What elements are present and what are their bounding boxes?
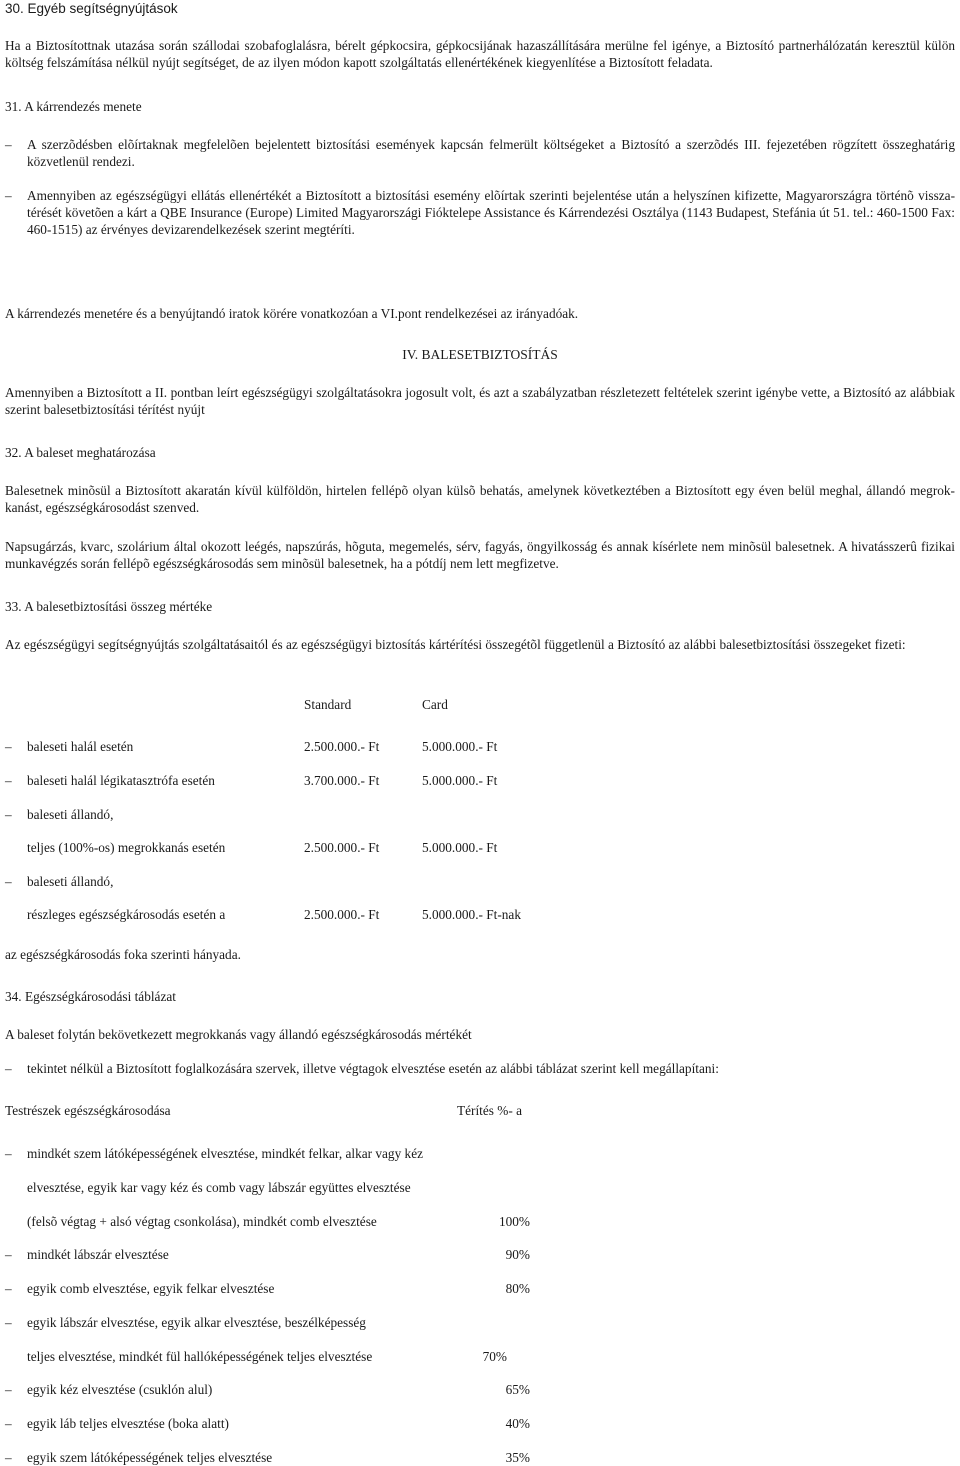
dash-marker: – [5, 773, 12, 788]
dash-marker: – [5, 1281, 12, 1296]
benefit-card-amount: 5.000.000.- Ft [422, 840, 498, 855]
benefit-label: baleseti állandó, [27, 807, 114, 822]
bullet-text: Amennyiben az egészségügyi ellátás ellenértékét a Biztosított a biztosítási esemény elõírtak szerinti bejelentése után a helyszínen kifizette, Magyarországra történõ vissza-térését követõen a kárt a QBE Insurance (Europe) Limited Magyarországi Fióktelepe Assistance és Kárrendezési Osztálya (1143 Budapest, Stefánia út 51. tel.: 460-1500 Fax: 460-1515) az érvényes devizarendelkezések szerint megtéríti. [27, 188, 955, 237]
injury-description: teljes elvesztése, mindkét fül hallóképességének teljes elvesztése [27, 1349, 373, 1364]
column-header-standard: Standard [304, 697, 352, 712]
column-header-payment: Térítés %- a [457, 1103, 522, 1118]
benefit-sublabel: teljes (100%-os) megrokkanás esetén [27, 840, 226, 855]
section-34-title: 34. Egészségkárosodási táblázat [5, 989, 176, 1004]
dash-marker: – [5, 137, 12, 152]
benefit-label: baleseti halál légikatasztrófa esetén [27, 773, 215, 788]
benefit-card-amount: 5.000.000.- Ft [422, 773, 498, 788]
dash-marker: – [5, 1450, 12, 1465]
benefit-label: baleseti halál esetén [27, 739, 134, 754]
injury-description: egyik kéz elvesztése (csuklón alul) [27, 1382, 213, 1397]
dash-marker: – [5, 1061, 12, 1076]
benefit-card-amount: 5.000.000.- Ft-nak [422, 907, 521, 922]
benefit-standard-amount: 2.500.000.- Ft [304, 907, 380, 922]
section-33-closing: az egészségkárosodás foka szerinti hányada. [5, 947, 241, 962]
section-33-intro: Az egészségügyi segítségnyújtás szolgáltatásaitól és az egészségügyi biztosítás kártérítési összegétõl függetlenül a Biztosító az alábbi balesetbiztosítási összegeket fizeti: [5, 637, 906, 652]
benefit-standard-amount: 3.700.000.- Ft [304, 773, 380, 788]
dash-marker: – [5, 874, 12, 889]
injury-percentage: 100% [498, 1214, 530, 1229]
injury-description: egyik szem látóképességének teljes elvesztése [27, 1450, 273, 1465]
benefit-standard-amount: 2.500.000.- Ft [304, 739, 380, 754]
section-32-title: 32. A baleset meghatározása [5, 445, 156, 460]
column-header-body-part: Testrészek egészségkárosodása [5, 1103, 171, 1118]
benefit-standard-amount: 2.500.000.- Ft [304, 840, 380, 855]
injury-percentage: 65% [505, 1382, 530, 1397]
injury-description: (felsõ végtag + alsó végtag csonkolása), mindkét comb elvesztése [27, 1214, 377, 1229]
section-30-title: 30. Egyéb segítségnyújtások [5, 1, 178, 16]
dash-marker: – [5, 1247, 12, 1262]
section-32-paragraph-2: Napsugárzás, kvarc, szolárium által okozott leégés, napszúrás, hõguta, megemelés, sérv, fagyás, öngyilkosság és annak kísérlete nem minõsül balesetnek. A hivatásszerû fizikai munkavégzés során fellépõ egészségkárosodás sem minõsül balesetnek, ha a pótdíj nem lett megfizetve. [5, 539, 955, 571]
benefit-sublabel: részleges egészségkárosodás esetén a [27, 907, 226, 922]
section-32-paragraph-1: Balesetnek minõsül a Biztosított akaratán kívül külföldön, hirtelen fellépõ olyan külsõ behatás, amelynek következtében a Biztosított egy éven belül meghal, állandó megrok-kanást, egészségkárosodást szenved. [5, 483, 955, 515]
dash-marker: – [5, 188, 12, 203]
bullet-text: A szerzõdésben elõírtaknak megfelelõen bejelentett biztosítási események kapcsán felmerült költségeket a Biztosító a szerzõdés III. fejezetében rögzített összeghatárig közvetlenül rendezi. [27, 137, 955, 169]
injury-percentage: 35% [505, 1450, 530, 1465]
section-30-paragraph: Ha a Biztosítottnak utazása során szállodai szobafoglalásra, bérelt gépkocsira, gépkocsijának hazaszállítására merülne fel igénye, a Biztosító partnerhálózatán keresztül külön költség felszámítása nélkül nyújt segítséget, de az ilyen módon kapott szolgáltatás ellenértékének kiegyenlítése a Biztosított feladata. [5, 38, 955, 70]
column-header-card: Card [422, 697, 448, 712]
injury-description: egyik láb teljes elvesztése (boka alatt) [27, 1416, 229, 1431]
dash-marker: – [5, 1382, 12, 1397]
injury-description: egyik comb elvesztése, egyik felkar elvesztése [27, 1281, 275, 1296]
section-34-intro: A baleset folytán bekövetkezett megrokkanás vagy állandó egészségkárosodás mértékét [5, 1027, 472, 1042]
injury-percentage: 90% [505, 1247, 530, 1262]
dash-marker: – [5, 1315, 12, 1330]
injury-percentage: 70% [482, 1349, 507, 1364]
dash-marker: – [5, 1146, 12, 1161]
section-31-closing: A kárrendezés menetére és a benyújtandó iratok körére vonatkozóan a VI.pont rendelkezései az irányadóak. [5, 306, 579, 321]
section-33-title: 33. A balesetbiztosítási összeg mértéke [5, 599, 213, 614]
section-31-title: 31. A kárrendezés menete [5, 99, 142, 114]
injury-description: elvesztése, egyik kar vagy kéz és comb vagy lábszár együttes elvesztése [27, 1180, 411, 1195]
injury-description: egyik lábszár elvesztése, egyik alkar elvesztése, beszélképesség [27, 1315, 366, 1330]
dash-marker: – [5, 807, 12, 822]
injury-description: mindkét szem látóképességének elvesztése, mindkét felkar, alkar vagy kéz [27, 1146, 423, 1161]
injury-percentage: 80% [505, 1281, 530, 1296]
chapter-4-title: IV. BALESETBIZTOSÍTÁS [402, 347, 558, 362]
dash-marker: – [5, 739, 12, 754]
benefit-card-amount: 5.000.000.- Ft [422, 739, 498, 754]
benefit-label: baleseti állandó, [27, 874, 114, 889]
section-34-bullet: tekintet nélkül a Biztosított foglalkozására szervek, illetve végtagok elvesztése esetén az alábbi táblázat szerint kell megállapítani: [27, 1061, 719, 1076]
injury-percentage: 40% [505, 1416, 530, 1431]
injury-description: mindkét lábszár elvesztése [27, 1247, 169, 1262]
dash-marker: – [5, 1416, 12, 1431]
chapter-4-intro: Amennyiben a Biztosított a II. pontban leírt egészségügyi szolgáltatásokra jogosult volt, és azt a szabályzatban részletezett feltételek szerint igénybe vette, a Biztosító az alábbiak szerint balesetbiztosítási térítést nyújt [5, 385, 955, 417]
